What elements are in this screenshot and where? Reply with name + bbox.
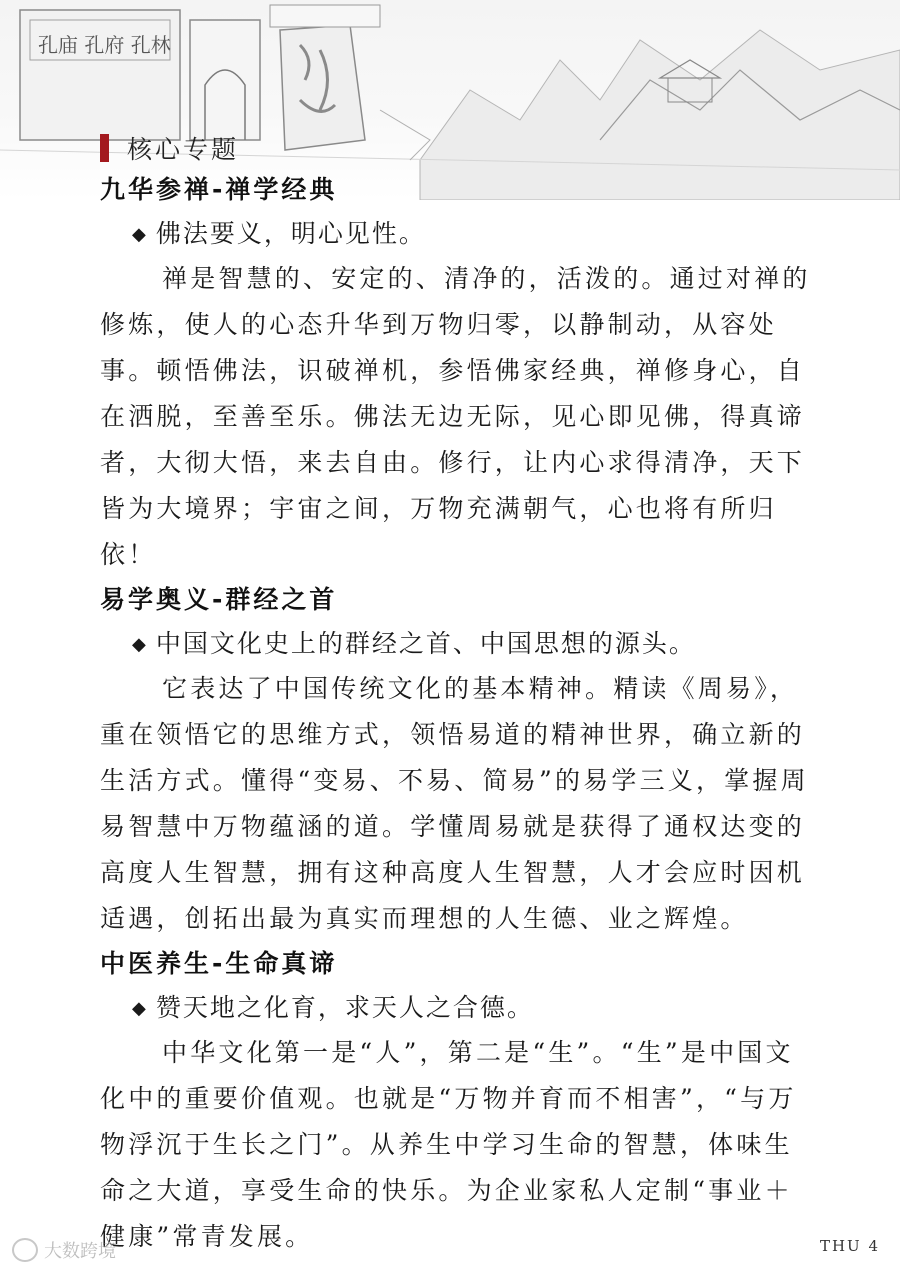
- topic-title: 九华参禅-禅学经典: [100, 175, 338, 204]
- page-number: THU 4: [819, 1237, 880, 1255]
- diamond-bullet-icon: ◆: [132, 998, 148, 1019]
- section-header: [100, 130, 239, 166]
- bullet-text: 赞天地之化育，求天人之合德。: [155, 993, 534, 1022]
- watermark: [12, 1237, 116, 1263]
- bullet-text: 中国文化史上的群经之首、中国思想的源头。: [155, 629, 696, 658]
- topic-paragraph: 它表达了中国传统文化的基本精神。精读《周易》，重在领悟它的思维方式，领悟易道的精神世界，确立新的生活方式。懂得“变易、不易、简易”的易学三义，掌握周易智慧中万物蕴涵的道。学懂周易就是获得了通权达变的高度人生智慧，拥有这种高度人生智慧，人才会应时因机适遇，创拓出最为真实而理想的人生德、业之辉煌。: [100, 674, 809, 933]
- topic-title: 易学奥义-群经之首: [100, 585, 338, 614]
- topic-title: 中医养生-生命真谛: [100, 949, 338, 978]
- topic-bullet: [100, 622, 812, 666]
- gateway-carving-text: 孔庙 孔府 孔林: [38, 33, 171, 57]
- topic-paragraph: 中华文化第一是“人”，第二是“生”。“生”是中国文化中的重要价值观。也就是“万物并育而不相害”，“与万物浮沉于生长之门”。从养生中学习生命的智慧，体味生命之大道，享受生命的快乐。为企业家私人定制“事业＋健康”常青发展。: [100, 1038, 797, 1251]
- topic-paragraph: 禅是智慧的、安定的、清净的，活泼的。通过对禅的修炼，使人的心态升华到万物归零，以静制动，从容处事。顿悟佛法，识破禅机，参悟佛家经典，禅修身心，自在洒脱，至善至乐。佛法无边无际，见心即见佛，得真谛者，大彻大悟，来去自由。修行，让内心求得清净，天下皆为大境界；宇宙之间，万物充满朝气，心也将有所归依！: [100, 264, 811, 569]
- diamond-bullet-icon: ◆: [132, 634, 148, 655]
- diamond-bullet-icon: ◆: [132, 224, 148, 245]
- section-label: 核心专题: [127, 135, 240, 164]
- section-accent-bar: [100, 134, 109, 162]
- watermark-logo-icon: [12, 1238, 38, 1262]
- topic-bullet: [100, 212, 812, 256]
- bullet-text: 佛法要义，明心见性。: [155, 219, 426, 248]
- topic-bullet: [100, 986, 812, 1030]
- main-content: [100, 168, 812, 1260]
- watermark-text: 大数跨境: [44, 1241, 116, 1262]
